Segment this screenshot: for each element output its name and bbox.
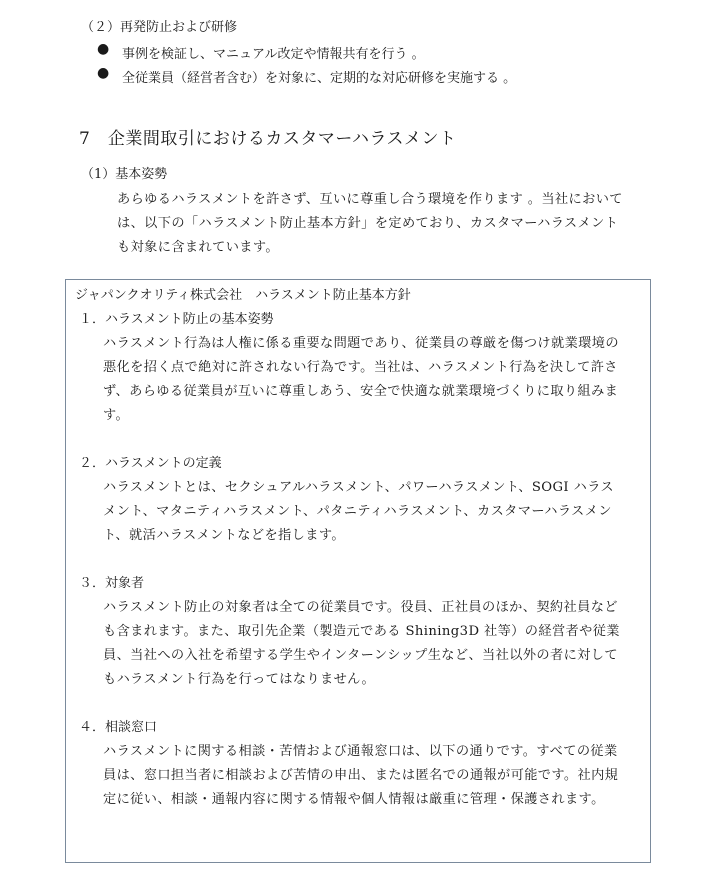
policy-line: ハラスメント防止の対象者は全ての従業員です。役員、正社員のほか、契約社員など xyxy=(103,600,618,615)
paragraph-line: あらゆるハラスメントを許さず、互いに尊重し合う環境を作ります 。当社において xyxy=(117,192,623,207)
policy-line: ハラスメントに関する相談・苦情および通報窓口は、以下の通りです。すべての従業 xyxy=(103,744,618,759)
policy-section-heading: １．ハラスメント防止の基本姿勢 xyxy=(79,312,274,327)
policy-line: す。 xyxy=(103,408,130,423)
policy-line: ハラスメントとは、セクシュアルハラスメント、パワーハラスメント、SOGI ハラス xyxy=(103,480,615,495)
bullet-item: 全従業員（経営者含む）を対象に、定期的な対応研修を実施する 。 xyxy=(122,71,517,86)
paragraph-line: は、以下の「ハラスメント防止基本方針」を定めており、カスタマーハラスメント xyxy=(117,216,619,231)
policy-line: 員、当社への入社を希望する学生やインターンシップ生など、当社以外の者に対して xyxy=(103,648,618,663)
chapter-heading: 7 企業間取引におけるカスタマーハラスメント xyxy=(79,129,457,149)
policy-line: ト、就活ハラスメントなどを指します。 xyxy=(103,528,345,543)
policy-line: メント、マタニティハラスメント、パタニティハラスメント、カスタマーハラスメン xyxy=(103,504,612,519)
paragraph-line: も対象に含まれています。 xyxy=(117,240,279,255)
policy-line: も含まれます。また、取引先企業（製造元である Shining3D 社等）の経営者や従業 xyxy=(103,624,620,639)
bullet-dot: ● xyxy=(97,41,110,57)
policy-line: ず、あらゆる従業員が互いに尊重しあう、安全で快適な就業環境づくりに取り組みま xyxy=(103,384,619,399)
bullet-dot: ● xyxy=(97,65,110,81)
policy-box-title: ジャパンクオリティ株式会社 ハラスメント防止基本方針 xyxy=(75,288,411,303)
policy-line: 員は、窓口担当者に相談および苦情の申出、または匿名での通報が可能です。社内規 xyxy=(103,768,619,783)
subsection-title: （1）基本姿勢 xyxy=(81,167,168,182)
policy-section-heading: ２．ハラスメントの定義 xyxy=(79,456,222,471)
bullet-item: 事例を検証し、マニュアル改定や情報共有を行う 。 xyxy=(122,47,425,62)
policy-section-heading: ４．相談窓口 xyxy=(79,720,158,735)
policy-line: もハラスメント行為を行ってはなりません。 xyxy=(103,672,376,687)
policy-line: ハラスメント行為は人権に係る重要な問題であり、従業員の尊厳を傷つけ就業環境の xyxy=(103,336,619,351)
policy-section-heading: ３．対象者 xyxy=(79,576,145,591)
policy-line: 悪化を招く点で絶対に許されない行為です。当社は、ハラスメント行為を決して許さ xyxy=(103,360,618,375)
policy-line: 定に従い、相談・通報内容に関する情報や個人情報は厳重に管理・保護されます。 xyxy=(103,792,605,807)
section-2-title: （２）再発防止および研修 xyxy=(81,20,238,35)
